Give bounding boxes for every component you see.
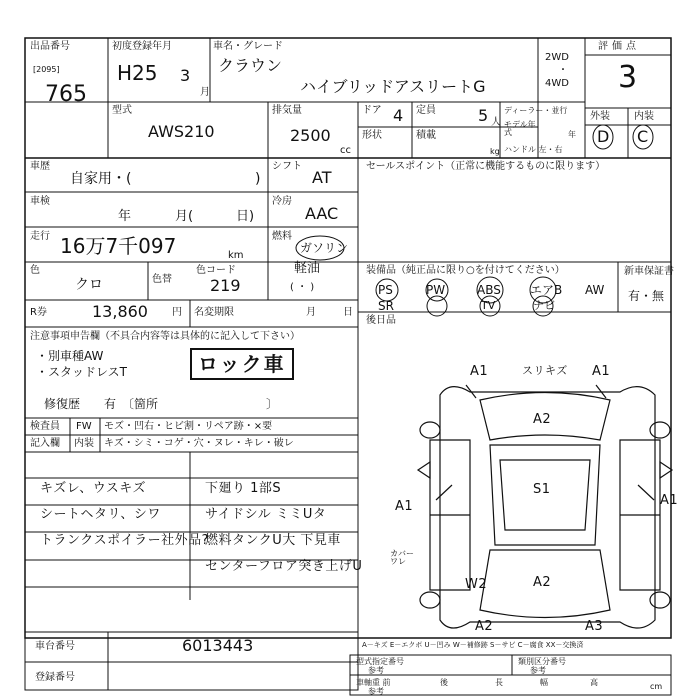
registration-month: 月: [306, 307, 316, 318]
color-code-label: 色コード: [196, 265, 236, 276]
seats-unit: 人: [491, 117, 501, 128]
mark-cover: カバー ワレ: [390, 549, 414, 566]
mileage-unit: km: [228, 250, 244, 261]
usage-label: 車歴: [30, 161, 50, 172]
usage-close: ): [255, 171, 261, 187]
new-warranty-value: 有・無: [628, 289, 665, 303]
doors-label: ドア: [362, 105, 382, 116]
exterior-value: D: [597, 127, 610, 146]
car-name: クラウン: [218, 56, 283, 75]
axle-ref: 参考: [368, 687, 384, 696]
type-number-ref: 参考: [368, 666, 384, 675]
drive-2wd: 2WD: [545, 52, 569, 63]
equipment-sr: SR: [378, 299, 394, 313]
inspection-day: 日): [236, 209, 255, 224]
dim-length: 長: [495, 678, 503, 687]
drive-dot: ・: [558, 65, 568, 76]
handle-label: ハンドル 左・右: [504, 145, 563, 154]
recycle-unit: 円: [172, 307, 182, 318]
dealer-label: ディーラー・並行: [504, 106, 568, 115]
shift-label: シフト: [272, 161, 302, 172]
equipment-abs: ABS: [477, 283, 501, 297]
hw-right-4: センターフロア突き上げU: [205, 559, 363, 574]
model-year-label: モデル年式: [504, 120, 536, 137]
hw-left-1: キズレ、ウスキズ: [40, 481, 147, 496]
fuel-label: 燃料: [272, 231, 292, 242]
capacity-label: 積載: [416, 130, 436, 141]
reg-number-label: 登録番号: [35, 672, 75, 683]
inspection-month: 月(: [175, 209, 194, 224]
equipment-airbag: エアB: [530, 283, 563, 297]
first-reg-month-suffix: 月: [200, 87, 210, 98]
model-value: AWS210: [148, 122, 215, 141]
dim-height: 高: [590, 678, 598, 687]
hw-left-2: シートヘタリ、シワ: [40, 507, 161, 522]
car-grade: ハイブリッドアスリートG: [300, 77, 486, 96]
grade-value: 3: [618, 60, 638, 95]
color-code: 219: [210, 276, 241, 295]
mileage-value: 16万7千097: [60, 234, 177, 258]
checker-fw: FW: [76, 421, 92, 432]
registration-label: 名変期限: [194, 307, 234, 318]
shift-value: AT: [312, 168, 332, 187]
usage-value: 自家用・(: [70, 171, 132, 187]
class-number-label: 類別区分番号: [518, 657, 566, 666]
notes-label: 注意事項申告欄（不具合内容等は具体的に記入して下さい）: [30, 331, 300, 342]
lot-label: 出品番号: [30, 41, 70, 52]
model-year-unit: 年: [568, 130, 576, 139]
hw-right-3: 燃料タンクU大 下見車: [205, 533, 341, 548]
damage-legend: A－キズ E－エクボ U－凹み W－補修跡 S－サビ C－腐食 XX－交換済: [362, 641, 584, 649]
registration-day: 日: [343, 307, 353, 318]
displacement-unit: cc: [340, 145, 351, 156]
dim-width: 幅: [540, 678, 548, 687]
first-reg-year: H25: [117, 61, 158, 85]
mark-a2-rear: A2: [475, 619, 494, 634]
hw-left-3: トランクスポイラー社外品?: [40, 533, 210, 548]
new-warranty-label: 新車保証書: [624, 266, 674, 277]
sales-point-label: セールスポイント（正常に機能するものに限ります）: [366, 161, 606, 172]
rear-items-label: 後日品: [366, 315, 396, 326]
axle-rear: 後: [440, 678, 448, 687]
equipment-ps: PS: [378, 283, 393, 297]
equipment-tv: TV: [481, 299, 496, 312]
mark-a1-front-left: A1: [470, 364, 489, 379]
grade-label: 評価点: [598, 41, 640, 52]
repair-history: 修復歴 有 〔箇所 〕: [44, 397, 279, 411]
mark-w2: W2: [465, 577, 488, 592]
mark-s1-roof: S1: [533, 482, 551, 497]
checker-fw-items: モズ・凹右・ヒビ割・リペア跡・×要: [104, 421, 273, 432]
color-value: クロ: [75, 277, 103, 293]
interior-value: C: [637, 127, 649, 146]
checker-label: 検査員: [30, 421, 60, 432]
dim-unit: cm: [650, 682, 663, 691]
mark-a3-rear: A3: [585, 619, 604, 634]
record-label: 記入欄: [30, 438, 60, 449]
recycle-value: 13,860: [92, 302, 148, 321]
recycle-label: R券: [30, 307, 47, 318]
mileage-label: 走行: [30, 231, 50, 242]
type-number-label: 型式指定番号: [356, 657, 404, 666]
equipment-pw: PW: [426, 283, 446, 297]
checker-interior: 内装: [74, 438, 94, 449]
checker-int-items: キズ・シミ・コゲ・穴・ヌレ・キレ・破レ: [104, 438, 294, 449]
fuel-other: ( ・ ): [290, 282, 315, 293]
seats-label: 定員: [416, 105, 436, 116]
interior-label: 内装: [634, 111, 654, 122]
first-reg-month: 3: [180, 66, 191, 85]
notes-item-2: ・スタッドレスT: [36, 365, 127, 379]
chassis-number: 6013443: [182, 636, 254, 655]
equipment-navi: ナビ: [533, 299, 555, 312]
car-name-label: 車名・グレード: [213, 41, 283, 52]
drive-4wd: 4WD: [545, 78, 569, 89]
color-label: 色: [30, 265, 40, 276]
mark-a1-front-right: A1: [592, 364, 611, 379]
lot-small: [2095]: [33, 65, 60, 74]
model-label: 型式: [112, 105, 132, 116]
first-reg-label: 初度登録年月: [112, 41, 172, 52]
class-number-ref: 参考: [530, 666, 546, 675]
fuel-diesel: 軽油: [294, 261, 321, 276]
mark-scratch: スリキズ: [522, 364, 568, 377]
inspection-year: 年: [118, 209, 132, 224]
capacity-unit: kg: [490, 147, 500, 156]
exterior-label: 外装: [590, 111, 610, 122]
inspection-label: 車検: [30, 196, 50, 207]
axle-front: 車軸重 前: [356, 678, 391, 687]
equipment-label: 装備品（純正品に限り○を付けてください）: [366, 265, 565, 276]
mark-a2-hood: A2: [533, 412, 552, 427]
mark-a1-right: A1: [660, 493, 679, 508]
ac-label: 冷房: [272, 196, 292, 207]
lot-number: 765: [45, 82, 87, 107]
shape-label: 形状: [362, 130, 382, 141]
displacement-value: 2500: [290, 126, 331, 145]
ac-value: AAC: [305, 204, 339, 223]
mark-a2-trunk: A2: [533, 575, 552, 590]
chassis-label: 車台番号: [35, 641, 75, 652]
doors-value: 4: [393, 106, 404, 125]
equipment-aw: AW: [585, 283, 605, 297]
mark-a1-left: A1: [395, 499, 414, 514]
lock-stamp: ロック車: [190, 348, 294, 380]
displacement-label: 排気量: [272, 105, 302, 116]
color-swap-label: 色替: [152, 274, 172, 285]
fuel-gasoline: ガソリン: [300, 241, 349, 255]
hw-right-1: 下廻り 1部S: [205, 481, 282, 496]
seats-value: 5: [478, 106, 489, 125]
notes-item-1: ・別車種AW: [36, 349, 104, 363]
hw-right-2: サイドシル ミミUタ: [205, 507, 327, 522]
